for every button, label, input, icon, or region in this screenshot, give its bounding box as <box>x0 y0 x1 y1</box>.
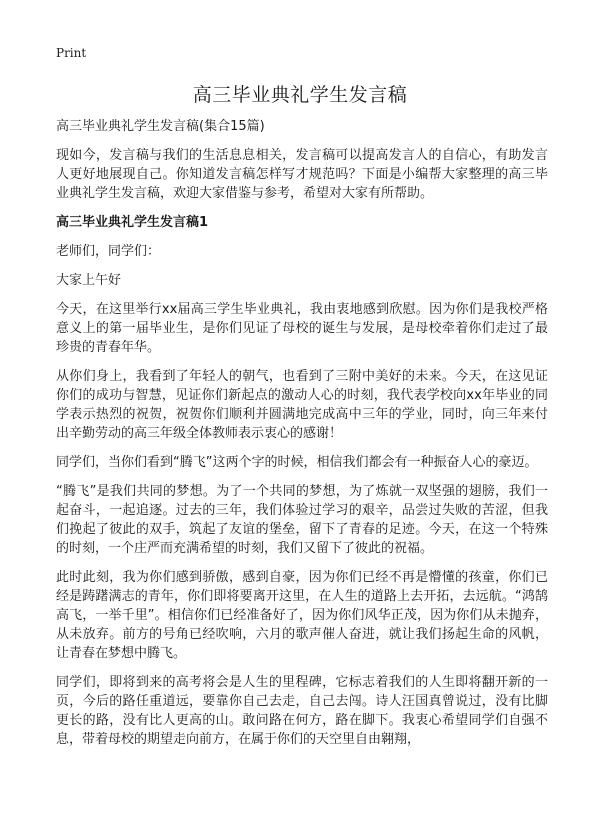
print-link[interactable]: Print <box>56 46 87 60</box>
body-paragraph-1: 今天，在这里举行xx届高三学生毕业典礼，我由衷地感到欣慰。因为你们是我校严格意义上的第一届毕业生，是你们见证了母校的诞生与发展，是母校牵着你们走过了最珍贵的青春年华。 <box>56 302 548 355</box>
body-paragraph-4: “腾飞”是我们共同的梦想。为了一个共同的梦想，为了炼就一双坚强的翅膀，我们一起奋斗，一起追逐。过去的三年，我们体验过学习的艰辛，品尝过失败的苦涩，但我们挽起了彼此的双手，筑起了友谊的堡垒，留下了青春的足迹。今天，在这一个特殊的时刻，一个庄严而充满希望的时刻，我们又留下了彼此的祝福。 <box>56 484 548 556</box>
body-paragraph-6: 同学们，即将到来的高考将会是人生的里程碑，它标志着我们的人生即将翻开新的一页，今后的路任重道远，要靠你自己去走，自己去闯。诗人汪国真曾说过，没有比脚更长的路，没有比人更高的山。敢问路在何方，路在脚下。我衷心希望同学们自强不息，带着母校的期望走向前方，在属于你们的天空里自由翱翔， <box>56 675 548 747</box>
intro-paragraph: 现如今，发言稿与我们的生活息息相关，发言稿可以提高发言人的自信心，有助发言人更好地展现自己。你知道发言稿怎样写才规范吗？下面是小编帮大家整理的高三毕业典礼学生发言稿，欢迎大家借鉴与参考，希望对大家有所帮助。 <box>56 148 548 201</box>
document-subtitle: 高三毕业典礼学生发言稿(集合15篇) <box>56 119 265 134</box>
body-paragraph-2: 从你们身上，我看到了年轻人的朝气，也看到了三附中美好的未来。今天，在这见证你们的成功与智慧，见证你们新起点的激动人心的时刻，我代表学校向xx年毕业的同学表示热烈的祝贺，祝贺你们顺利并圆满地完成高中三年的学业，同时，向三年来付出辛勤劳动的高三年级全体教师表示衷心的感谢！ <box>56 369 548 441</box>
greeting-line: 老师们，同学们： <box>56 244 161 259</box>
body-paragraph-5: 此时此刻，我为你们感到骄傲，感到自豪，因为你们已经不再是懵懂的孩童，你们已经是踌躇满志的青年，你们即将要离开这里，在人生的道路上去开拓，去远航。“鸿鹄高飞，一举千里”。相信你们已经准备好了，因为你们风华正茂，因为你们从未抛弃，从未放弃。前方的号角已经吹响，六月的歌声催人奋进，就让我们扬起生命的风帆，让青春在梦想中腾飞。 <box>56 570 548 661</box>
section-heading: 高三毕业典礼学生发言稿1 <box>56 215 209 230</box>
greeting-line-2: 大家上午好 <box>56 273 122 288</box>
body-paragraph-3: 同学们，当你们看到“腾飞”这两个字的时候，相信我们都会有一种振奋人心的豪迈。 <box>56 455 538 470</box>
page-title: 高三毕业典礼学生发言稿 <box>192 84 408 106</box>
document-body <box>56 118 548 759</box>
